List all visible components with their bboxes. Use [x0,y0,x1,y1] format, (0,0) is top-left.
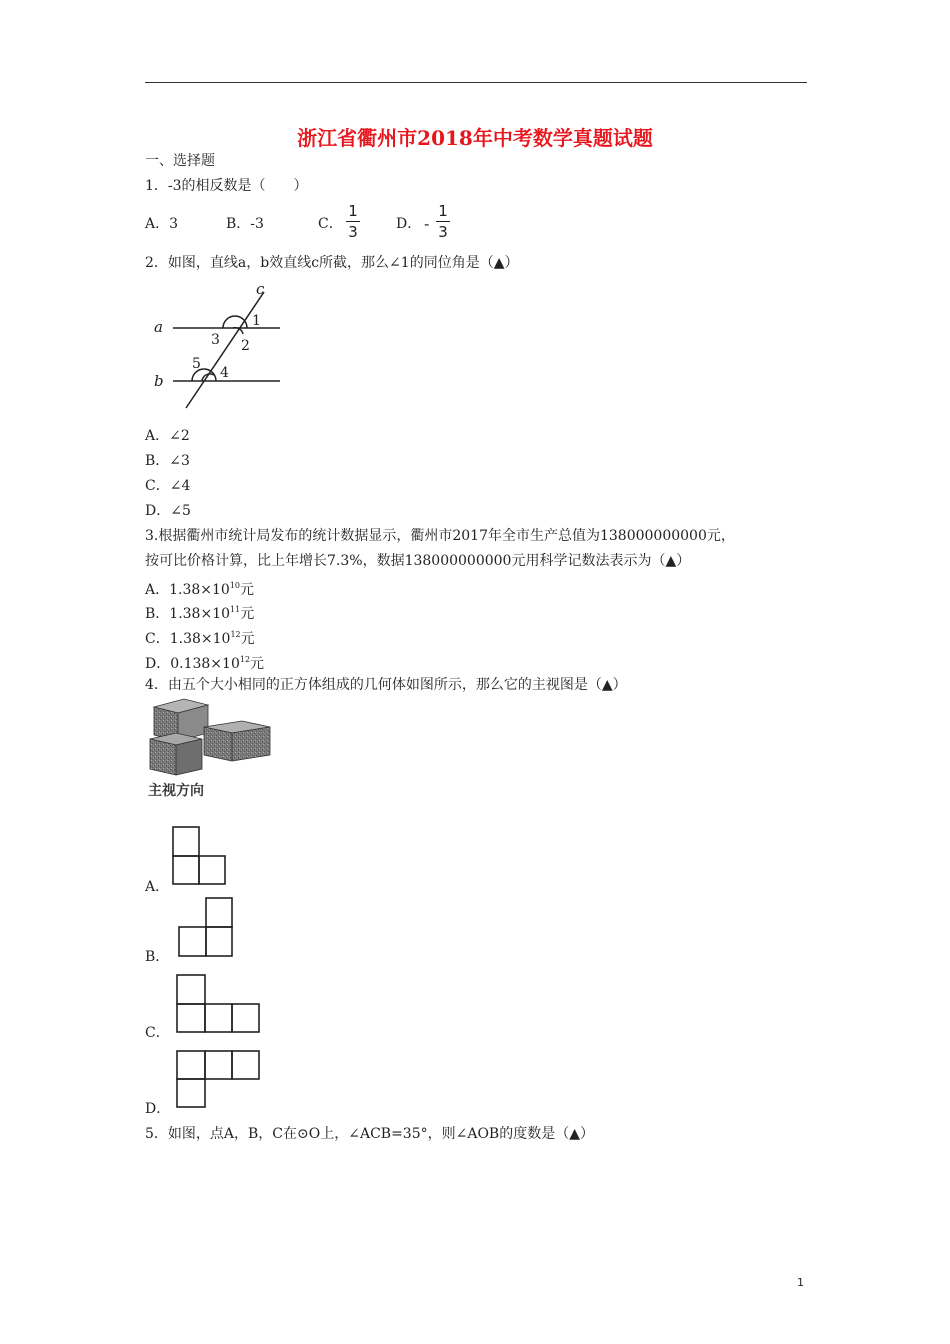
page-number: 1 [797,1276,804,1289]
line-c [186,292,264,408]
header-rule [145,82,807,83]
q1-option-b: B．-3 [226,216,264,232]
q3-option-a: A．$1.38\times 10^{10}$元 [145,581,255,598]
q1-d-sign: - [424,215,430,233]
q3-line-1: 3.根据衢州市统计局发布的统计数据显示，衢州市2017年全市生产总值为138000000000元， [145,528,735,544]
q2-option-b: B．∠3 [145,453,190,469]
q2-option-a: A．∠2 [145,428,190,444]
q4-option-a: A． [145,879,170,895]
label-angle-5: 5 [192,356,201,372]
q3-option-b: B．$1.38\times 10^{11}$元 [145,605,255,622]
q2-option-d: D．∠5 [145,503,191,519]
q1-option-d: D． [396,216,422,232]
q3-option-d: D．$0.138\times 10^{12}$元 [145,655,265,672]
q1-c-numerator: 1 [348,202,358,220]
q5-stem: 5．如图，点A，B，C在⊙O上，∠ACB=35°，则∠AOB的度数是（▲） [145,1126,594,1142]
label-angle-2: 2 [241,338,250,354]
q4-option-c-view [172,972,264,1036]
q4-option-b-view [173,895,239,961]
q4-stem: 4．由五个大小相同的正方体组成的几何体如图所示，那么它的主视图是（▲） [145,677,627,693]
q1-option-a: A．3 [145,216,179,232]
q1-stem: 1．-3的相反数是（ ） [145,178,308,194]
q2-option-c: C．∠4 [145,478,191,494]
label-b: b [154,372,164,390]
label-c: c [256,280,265,298]
page-title: 浙江省衢州市2018年中考数学真题试题 [297,126,653,150]
q4-option-b: B． [145,949,170,965]
q3-option-c: C．$1.38\times 10^{12}$元 [145,630,255,647]
label-angle-1: 1 [252,313,261,329]
label-angle-4: 4 [220,365,229,381]
q4-option-c: C． [145,1025,170,1041]
q2-lines-figure [148,280,286,412]
q1-d-denominator: 3 [438,223,448,241]
q4-option-d-view [172,1047,264,1111]
q3-line-2: 按可比价格计算，比上年增长7.3%，数据138000000000元用科学记数法表示为（▲） [145,553,691,569]
q2-stem: 2．如图，直线a，b效直线c所截，那么∠1的同位角是（▲） [145,255,519,271]
q4-option-d: D． [145,1101,171,1117]
section-heading: 一、选择题 [145,153,215,169]
label-angle-3: 3 [211,332,220,348]
q1-c-denominator: 3 [348,223,358,241]
q4-cubes-figure [146,697,274,802]
view-direction-label: 主视方向 [148,783,204,799]
q1-option-d-fraction [436,202,450,241]
q4-option-a-view [168,824,230,888]
label-a: a [154,318,163,336]
q1-d-numerator: 1 [438,202,448,220]
q1-option-c-fraction [346,202,360,241]
q1-option-c: C． [318,216,343,232]
